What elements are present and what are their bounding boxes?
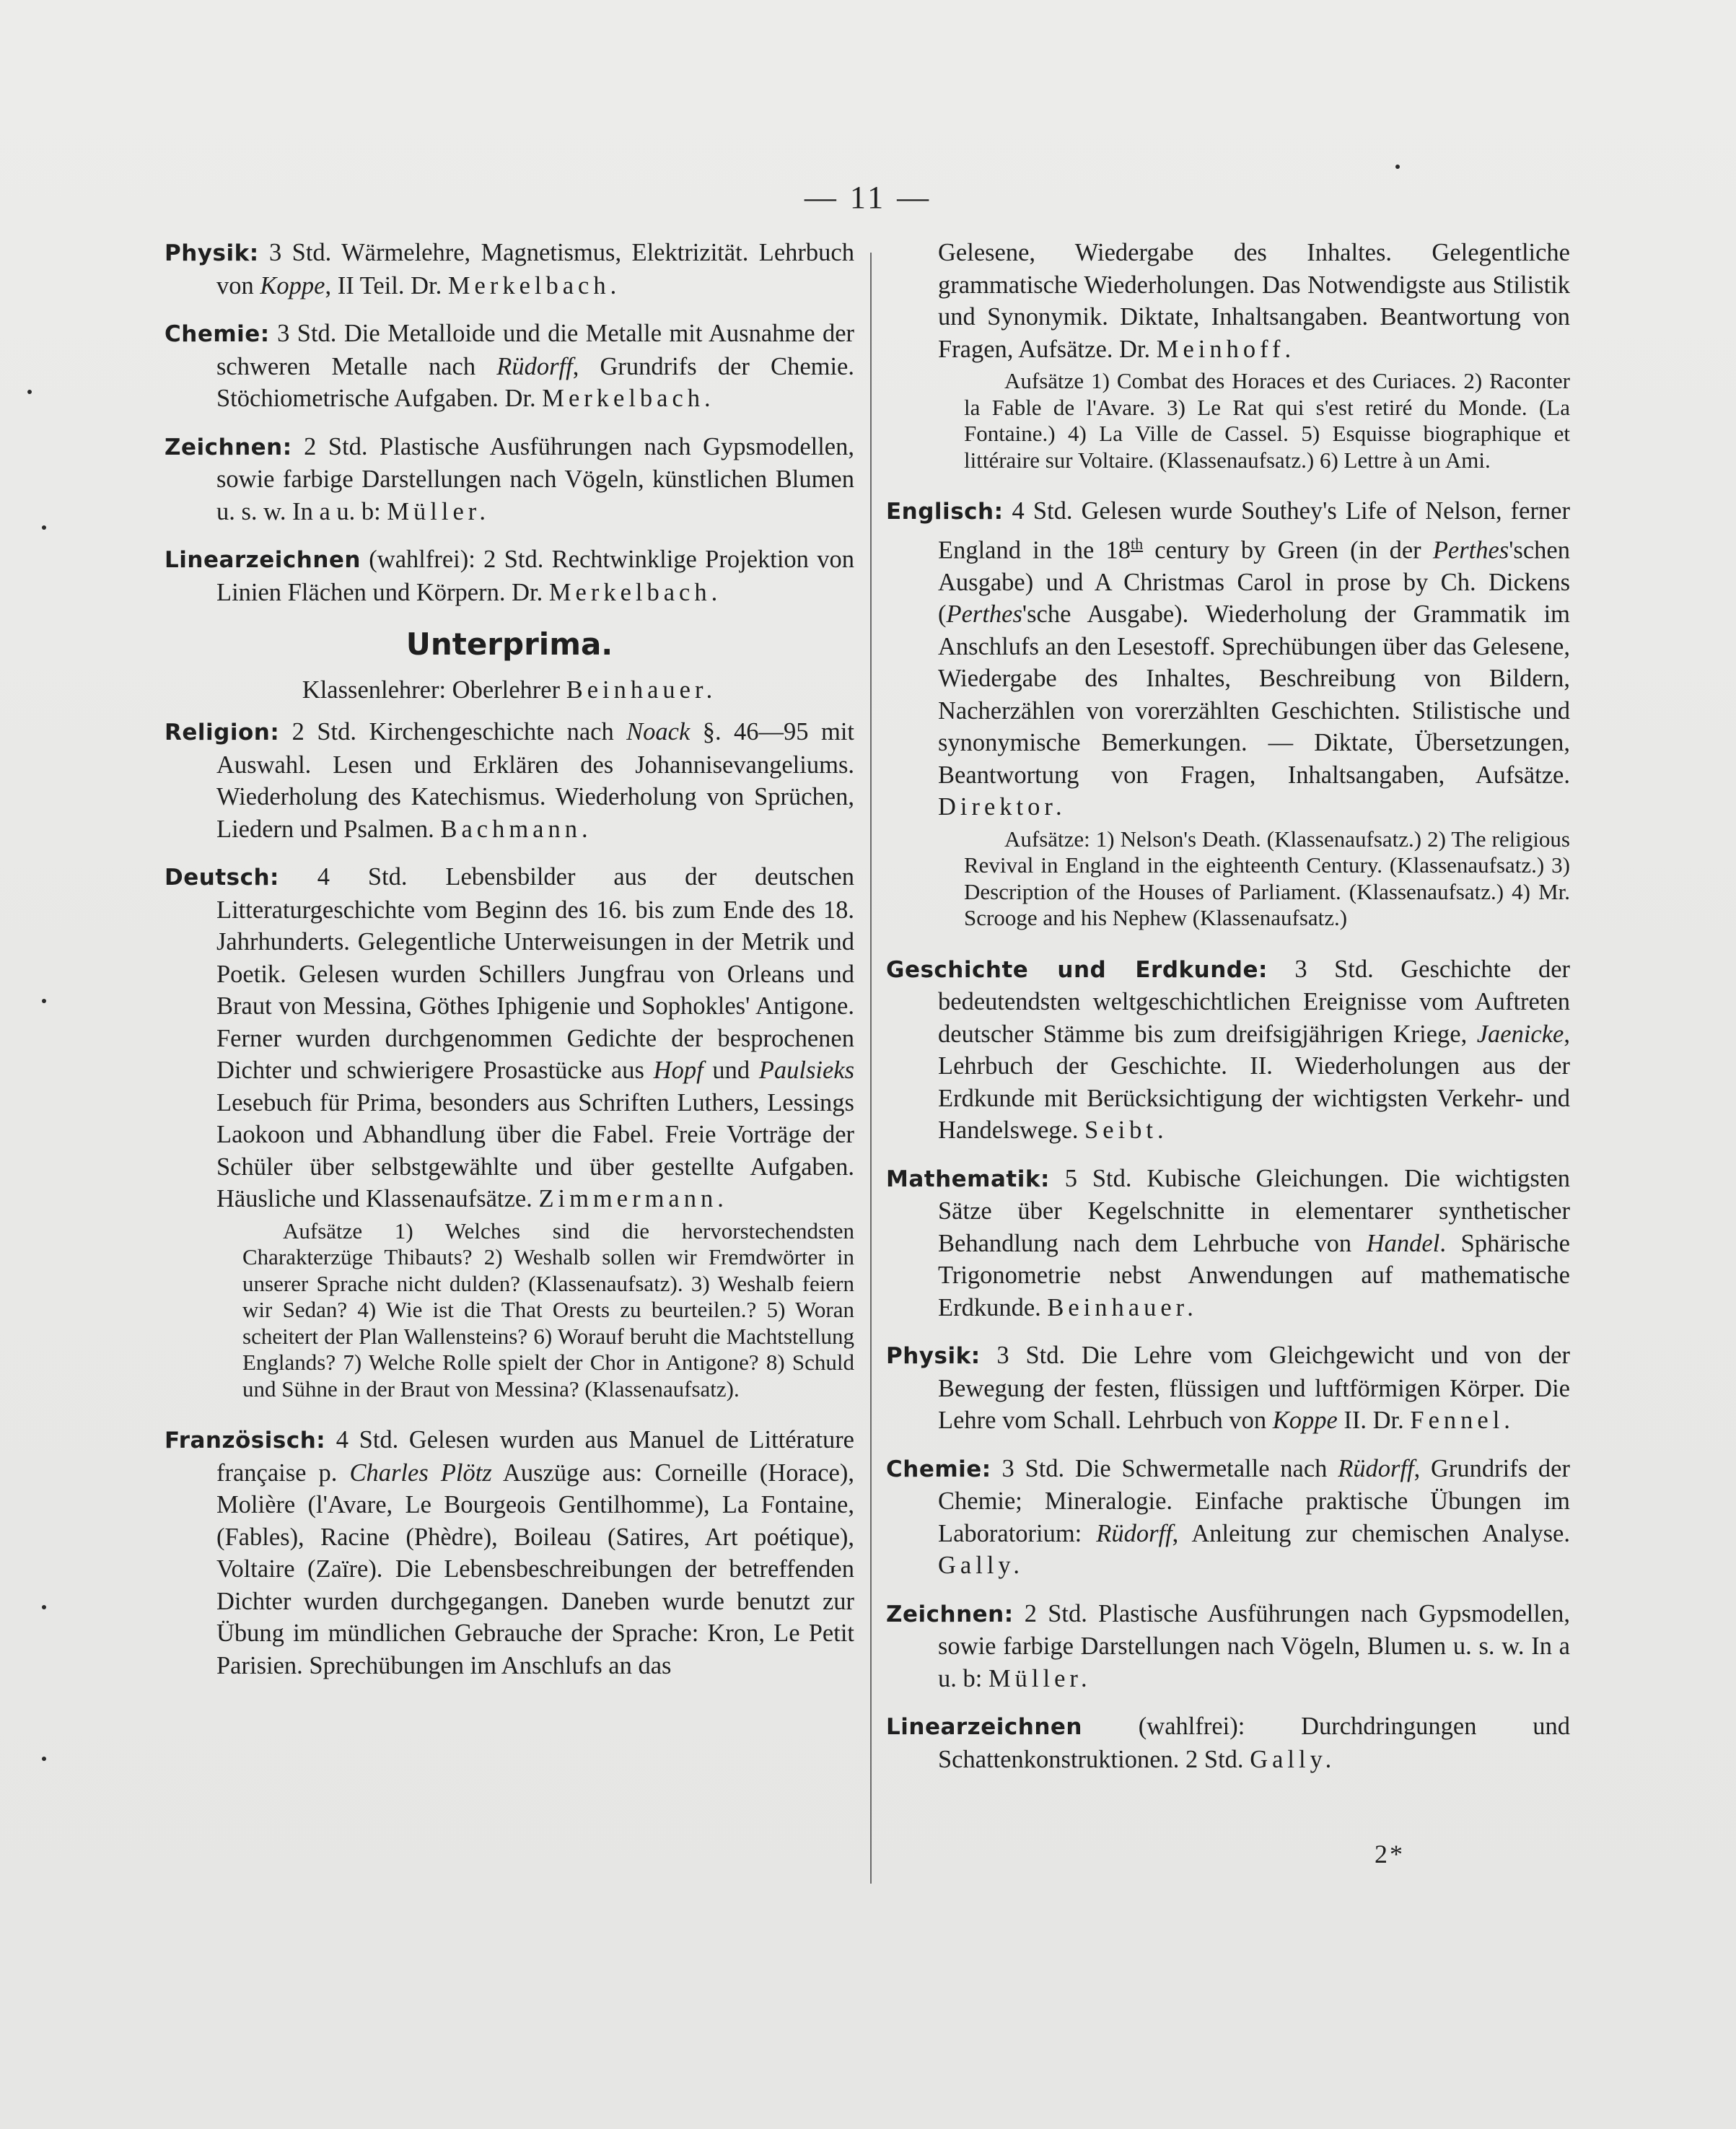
entry-mathematik: Mathematik: 5 Std. Kubische Gleichungen. Die wichtigsten Sätze über Kegelschnitte in elementarer synthetischer Behandlung nach dem Lehrbuche von Handel. Sphärische Trigonometrie nebst Anwendungen auf mathematische Erdkunde. Beinhauer. [886,1164,1570,1321]
entry-religion: Religion: 2 Std. Kirchengeschichte nach Noack §. 46—95 mit Auswahl. Lesen und Erklären des Johannisevangeliums. Wiederholung des Katechismus. Wiederholung von Sprüchen, Liedern und Psalmen. Bachmann. [165,718,854,843]
englisch-essay-topics: Aufsätze: 1) Nelson's Death. (Klassenaufsatz.) 2) The religious Revival in England in the eighteenth Century. (Klassenaufsatz.) 3) Description of the Houses of Parliament. (Klassenaufsatz.) 4) Mr. Scrooge and his Nephew (Klassenaufsatz.) [964,826,1570,930]
scan-speck [42,999,46,1003]
right-column [886,237,1570,1791]
franzoesisch-essay-topics: Aufsätze 1) Combat des Horaces et des Curiaces. 2) Raconter la Fable de l'Avare. 3) Le Rat qui s'est retiré du Monde. (La Fontaine.) 4) La Ville de Cassel. 5) Esquisse biographique et littéraire sur Voltaire. (Klassenaufsatz.) 6) Lettre à un Ami. [964,368,1570,473]
entry-deutsch: Deutsch: 4 Std. Lebensbilder aus der deutschen Litteraturgeschichte vom Beginn des 16. bis zum Ende des 18. Jahrhunderts. Gelegentliche Unterweisungen in der Metrik und Poetik. Gelesen wurden Schillers Jungfrau von Orleans und Braut von Messina, Göthes Iphigenie und Sophokles' Antigone. Ferner wurden durchgenommen Gedichte der besprochenen Dichter und schwierigere Prosastücke aus Hopf und Paulsieks Lesebuch für Prima, besonders aus Schriften Luthers, Lessings Laokoon und Abhandlung über die Fabel. Freie Vorträge der Schüler über selbstgewählte und über gestellte Aufgaben. Häusliche und Klassenaufsätze. Zimmermann. [165,863,855,1212]
scan-speck [27,390,32,394]
subject-heading: Religion: [165,720,280,746]
teacher-name: Meinhoff. [1156,335,1296,363]
teacher-name: Zimmermann. [538,1185,728,1212]
page-number: — 11 — [804,180,932,215]
left-column [165,237,854,1697]
entry-englisch: Englisch: 4 Std. Gelesen wurde Southey's Life of Nelson, ferner England in the 18th century by Green (in der Perthes'schen Ausgabe) und A Christmas Carol in prose by Ch. Dickens (Perthes'sche Ausgabe). Wiederholung der Grammatik im Anschlufs an den Lesestoff. Sprechübungen über das Gelesene, Wiedergabe des Inhaltes, Beschreibung von Bildern, Nacherzählen von vorerzählten Geschichten. Stilistische und synonymische Bemerkungen. — Diktate, Übersetzungen, Beantwortung von Fragen, Inhaltsangaben, Aufsätze. Direktor. [886,497,1570,821]
teacher-name: Beinhauer. [1047,1293,1198,1321]
subject-heading: Zeichnen: [886,1601,1014,1627]
teacher-name: Bachmann. [440,815,592,843]
scan-speck [42,1605,46,1609]
teacher-name: Gally. [1250,1745,1336,1773]
teacher-name: Seibt. [1084,1116,1168,1144]
teacher-name: Merkelbach. [447,271,621,300]
entry-franzoesisch-continued: Gelesene, Wiedergabe des Inhaltes. Gelegentliche grammatische Wiederholungen. Das Notwendigste aus Stilistik und Synonymik. Diktate, Inhaltsangaben. Beantwortung von Fragen, Aufsätze. Dr. Meinhoff. [938,239,1570,363]
teacher-name: Gally. [938,1552,1025,1579]
deutsch-essay-topics: Aufsätze 1) Welches sind die hervorstechendsten Charakterzüge Thibauts? 2) Weshalb sollen wir Fremdwörter in unserer Sprache nicht dulden? (Klassenaufsatz). 3) Weshalb feiern wir Sedan? 4) Wie ist die That Orests zu beurteilen.? 5) Woran scheitert der Plan Wallensteins? 6) Worauf beruht die Machtstellung Englands? 7) Welche Rolle spielt der Chor in Antigone? 8) Schuld und Sühne in der Braut von Messina? (Klassenaufsatz). [242,1217,854,1402]
teacher-name: Müller. [387,497,490,525]
subject-heading: Chemie: [886,1456,991,1482]
teacher-name: Direktor. [938,793,1066,821]
entry-physik-op: Physik: 3 Std. Wärmelehre, Magnetismus, Elektrizität. Lehrbuch von Koppe, II Teil. Dr. Merkelbach. [165,239,854,300]
subject-heading: Physik: [165,240,259,266]
subject-heading: Linearzeichnen [165,547,361,573]
teacher-name: Fennel. [1410,1407,1514,1434]
column-divider [870,253,872,1884]
entry-zeichnen-op: Zeichnen: 2 Std. Plastische Ausführungen nach Gypsmodellen, sowie farbige Darstellungen nach Vögeln, künstlichen Blumen u. s. w. In a u. b: Müller. [165,432,854,525]
entry-linearzeichnen: Linearzeichnen (wahlfrei): Durchdringungen und Schattenkonstruktionen. 2 Std. Gally. [886,1713,1570,1773]
subject-heading: Zeichnen: [165,434,292,460]
section-title-unterprima: Unterprima. [405,626,613,662]
signature-mark: 2* [1375,1840,1405,1868]
entry-physik: Physik: 3 Std. Die Lehre vom Gleichgewicht und von der Bewegung der festen, flüssigen und luftförmigen Körper. Die Lehre vom Schall. Lehrbuch von Koppe II. Dr. Fennel. [886,1342,1570,1434]
entry-geschichte-erdkunde: Geschichte und Erdkunde: 3 Std. Geschichte der bedeutendsten weltgeschichtlichen Ereignisse vom Auftreten deutscher Stämme bis zum dreifsigjährigen Kriege, Jaenicke, Lehrbuch der Geschichte. II. Wiederholungen aus der Erdkunde mit Berücksichtigung der wichtigsten Verkehr- und Handelswege. Seibt. [886,955,1570,1144]
subject-heading: Chemie: [165,321,270,347]
entry-linearzeichnen-op: Linearzeichnen (wahlfrei): 2 Std. Rechtwinklige Projektion von Linien Flächen und Körpern. Dr. Merkelbach. [165,546,854,606]
subject-heading: Geschichte und Erdkunde: [886,956,1268,983]
subject-heading: Physik: [886,1343,981,1369]
entry-chemie: Chemie: 3 Std. Die Schwermetalle nach Rüdorff, Grundrifs der Chemie; Mineralogie. Einfache praktische Übungen im Laboratorium: Rüdorff, Anleitung zur chemischen Analyse. Gally. [886,1454,1570,1579]
entry-zeichnen: Zeichnen: 2 Std. Plastische Ausführungen nach Gypsmodellen, sowie farbige Darstellungen nach Vögeln, Blumen u. s. w. In a u. b: Müller. [886,1599,1570,1692]
entry-chemie-op: Chemie: 3 Std. Die Metalloide und die Metalle mit Ausnahme der schweren Metalle nach Rüdorff, Grundrifs der Chemie. Stöchiometrische Aufgaben. Dr. Merkelbach. [165,320,854,412]
class-teacher-line: Klassenlehrer: Oberlehrer Beinhauer. [302,676,717,704]
subject-heading: Englisch: [886,499,1004,525]
teacher-name: Beinhauer. [566,676,717,704]
subject-heading: Linearzeichnen [886,1714,1082,1740]
entry-franzoesisch: Französisch: 4 Std. Gelesen wurden aus Manuel de Littérature française p. Charles Plötz Auszüge aus: Corneille (Horace), Molière (l'Avare, Le Bourgeois Gentilhomme), La Fontaine, (Fables), Racine (Phèdre), Boileau (Satires, Art poétique), Voltaire (Zaïre). Die Lebensbeschreibungen der betreffenden Dichter wurden durchgegangen. Daneben wurde benutzt zur Übung im mündlichen Gebrauche der Sprache: Kron, Le Petit Parisien. Sprechübungen im Anschlufs an das [165,1426,854,1679]
teacher-name: Merkelbach. [548,578,722,606]
teacher-name: Müller. [988,1664,1092,1692]
scan-speck [1395,165,1400,169]
teacher-name: Merkelbach. [542,385,715,412]
subject-heading: Deutsch: [165,865,279,891]
subject-heading: Mathematik: [886,1166,1050,1192]
subject-heading: Französisch: [165,1428,326,1453]
scan-speck [42,1757,46,1761]
scan-speck [42,525,46,530]
